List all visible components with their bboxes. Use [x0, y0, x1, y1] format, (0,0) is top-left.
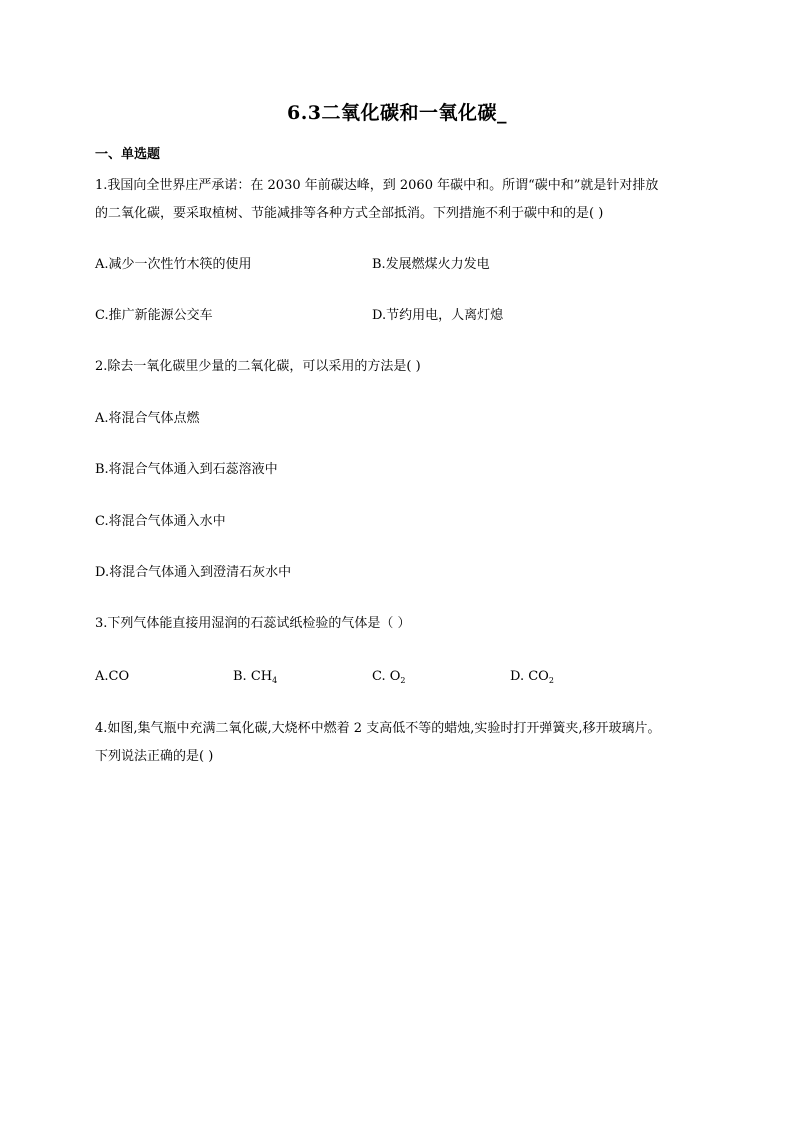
question-1-line-1: 1.我国向全世界庄严承诺：在 2030 年前碳达峰，到 2060 年碳中和。所谓“碳中和”就是针对排放: [95, 178, 659, 193]
document-title: 6.3二氧化碳和一氧化碳_: [286, 102, 508, 124]
subscript: 2: [548, 676, 554, 685]
question-2-option-c: C.将混合气体通入水中: [95, 514, 226, 529]
question-2-option-d: D.将混合气体通入到澄清石灰水中: [95, 565, 292, 580]
option-text: C. O: [372, 669, 401, 684]
section-heading: 一、单选题: [95, 147, 161, 162]
question-1-option-a: A.减少一次性竹木筷的使用: [95, 257, 252, 272]
question-3-option-a: [95, 668, 129, 686]
question-1-option-b: B.发展燃煤火力发电: [372, 257, 490, 272]
subscript: 2: [400, 676, 406, 685]
option-text: A.CO: [95, 669, 130, 684]
question-3-option-b: [233, 668, 277, 686]
question-4-line-1: 4.如图,集气瓶中充满二氧化碳,大烧杯中燃着 2 支高低不等的蜡烛,实验时打开弹簧夹,移开玻璃片。: [95, 721, 661, 736]
question-1-line-2: 的二氧化碳，要采取植树、节能减排等各种方式全部抵消。下列措施不利于碳中和的是( ): [95, 206, 604, 221]
question-1-option-c: C.推广新能源公交车: [95, 308, 213, 323]
question-3-line-1: 3.下列气体能直接用湿润的石蕊试纸检验的气体是（ ）: [95, 616, 411, 631]
question-3-option-d: [510, 668, 554, 686]
option-text: D. CO: [510, 669, 549, 684]
question-1-option-d: D.节约用电，人离灯熄: [372, 308, 504, 323]
option-text: B. CH: [233, 669, 273, 684]
question-3-option-c: [372, 668, 406, 686]
question-4-line-2: 下列说法正确的是( ): [95, 749, 214, 764]
question-2-option-b: B.将混合气体通入到石蕊溶液中: [95, 462, 278, 477]
subscript: 4: [272, 676, 278, 685]
question-2-line-1: 2.除去一氧化碳里少量的二氧化碳，可以采用的方法是( ): [95, 359, 421, 374]
question-2-option-a: A.将混合气体点燃: [95, 411, 200, 426]
